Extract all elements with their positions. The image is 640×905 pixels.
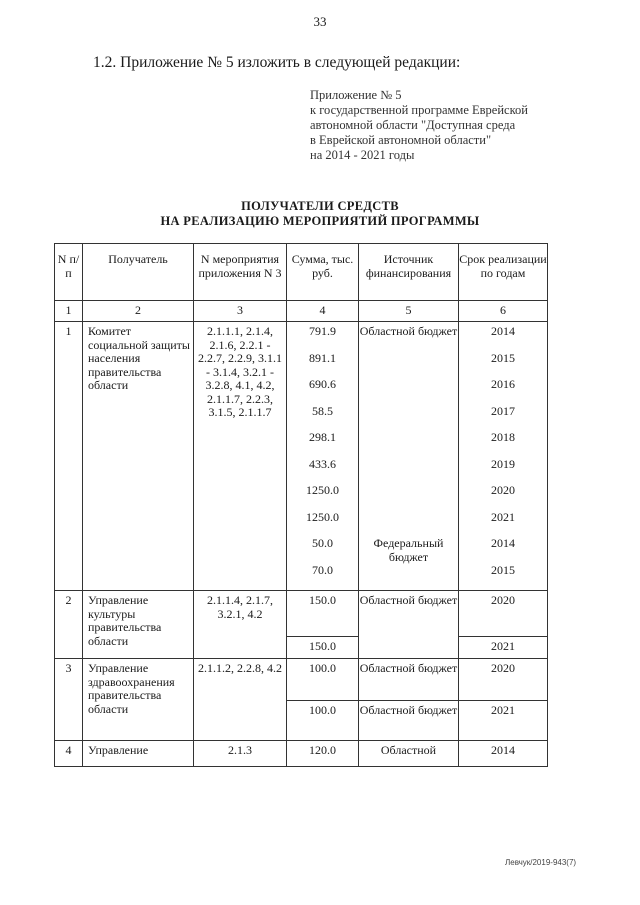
column-number: 2	[83, 301, 194, 322]
year-value: 2014	[491, 536, 515, 550]
source-cell: Областной бюджет	[359, 701, 459, 741]
column-number: 4	[287, 301, 359, 322]
source-cell: Областной бюджет	[359, 591, 459, 659]
table-row	[55, 322, 548, 591]
year-value: 2014	[491, 324, 515, 338]
sum-value: 298.1	[309, 430, 336, 444]
header-cell: N мероприятия приложения N 3	[194, 244, 287, 301]
sum-value: 690.6	[309, 377, 336, 391]
table-row	[55, 591, 548, 637]
sum-value: 58.5	[312, 403, 333, 418]
table-title	[0, 199, 640, 229]
source-regional: Областной бюджет	[359, 324, 458, 338]
source-cell: Областной бюджет	[359, 659, 459, 701]
recipient-cell: Управление культуры правительства области	[83, 591, 194, 659]
source-cell	[359, 322, 459, 591]
sum-value: 150.0	[287, 637, 359, 659]
source-federal: Федеральный бюджет	[373, 536, 444, 564]
year-value: 2020	[491, 483, 515, 497]
title-line: ПОЛУЧАТЕЛИ СРЕДСТВ	[241, 199, 399, 213]
year-value: 2014	[459, 741, 548, 767]
appendix-line: к государственной программе Еврейской	[310, 103, 528, 117]
recipient-cell: Комитет социальной защиты населения правительства области	[83, 322, 194, 591]
recipients-table	[54, 243, 548, 767]
appendix-line: Приложение № 5	[310, 88, 402, 102]
row-number: 3	[55, 659, 83, 741]
sum-value: 50.0	[312, 536, 333, 550]
header-cell: N п/п	[55, 244, 83, 301]
sum-value: 100.0	[287, 659, 359, 701]
source-cell: Областной	[359, 741, 459, 767]
appendix-line: на 2014 - 2021 годы	[310, 148, 415, 162]
sum-value: 100.0	[287, 701, 359, 741]
measures-cell: 2.1.1.4, 2.1.7, 3.2.1, 4.2	[194, 591, 287, 659]
header-cell: Срок реализации по годам	[459, 244, 548, 301]
appendix-line: автономной области "Доступная среда	[310, 118, 516, 132]
sum-value: 120.0	[287, 741, 359, 767]
row-number: 1	[55, 322, 83, 591]
footer-code: Левчук/2019-943(7)	[505, 858, 577, 867]
table-row	[55, 741, 548, 767]
page-number: 33	[313, 14, 327, 29]
year-value: 2019	[491, 456, 515, 471]
year-value: 2018	[491, 430, 515, 444]
row-number: 4	[55, 741, 83, 767]
recipient-cell: Управление здравоохранения правительства области	[83, 659, 194, 741]
year-value: 2015	[491, 350, 515, 365]
year-value: 2021	[491, 509, 515, 524]
column-number-row	[55, 301, 548, 322]
year-value: 2020	[459, 659, 548, 701]
appendix-line: в Еврейской автономной области"	[310, 133, 492, 147]
column-number: 5	[359, 301, 459, 322]
measures-cell: 2.1.1.1, 2.1.4, 2.1.6, 2.2.1 - 2.2.7, 2.2.9, 3.1.1 - 3.1.4, 3.2.1 - 3.2.8, 4.1, 4.2, 2.1.1.7, 2.2.3, 3.1.5, 2.1.1.7	[194, 322, 287, 591]
sum-value: 70.0	[312, 562, 333, 577]
header-cell: Сумма, тыс. руб.	[287, 244, 359, 301]
header-cell: Получатель	[83, 244, 194, 301]
sum-value: 1250.0	[306, 509, 339, 524]
year-value: 2020	[459, 591, 548, 637]
sum-value: 891.1	[309, 350, 336, 365]
title-line: НА РЕАЛИЗАЦИЮ МЕРОПРИЯТИЙ ПРОГРАММЫ	[160, 214, 480, 228]
year-value: 2021	[459, 637, 548, 659]
appendix-heading	[310, 88, 528, 163]
measures-cell: 2.1.1.2, 2.2.8, 4.2	[194, 659, 287, 741]
row-number: 2	[55, 591, 83, 659]
sums-cell	[287, 322, 359, 591]
sum-value: 433.6	[309, 456, 336, 471]
column-number: 3	[194, 301, 287, 322]
sum-value: 1250.0	[306, 483, 339, 497]
header-row	[55, 244, 548, 301]
year-value: 2021	[459, 701, 548, 741]
measures-cell: 2.1.3	[194, 741, 287, 767]
column-number: 1	[55, 301, 83, 322]
year-value: 2015	[491, 562, 515, 577]
column-number: 6	[459, 301, 548, 322]
header-cell: Источник финансирования	[359, 244, 459, 301]
table-row	[55, 659, 548, 701]
sum-value: 150.0	[287, 591, 359, 637]
intro-text: 1.2. Приложение № 5 изложить в следующей редакции:	[93, 54, 461, 71]
year-value: 2017	[491, 403, 515, 418]
recipient-cell: Управление	[83, 741, 194, 767]
years-cell	[459, 322, 548, 591]
sum-value: 791.9	[309, 324, 336, 338]
year-value: 2016	[491, 377, 515, 391]
